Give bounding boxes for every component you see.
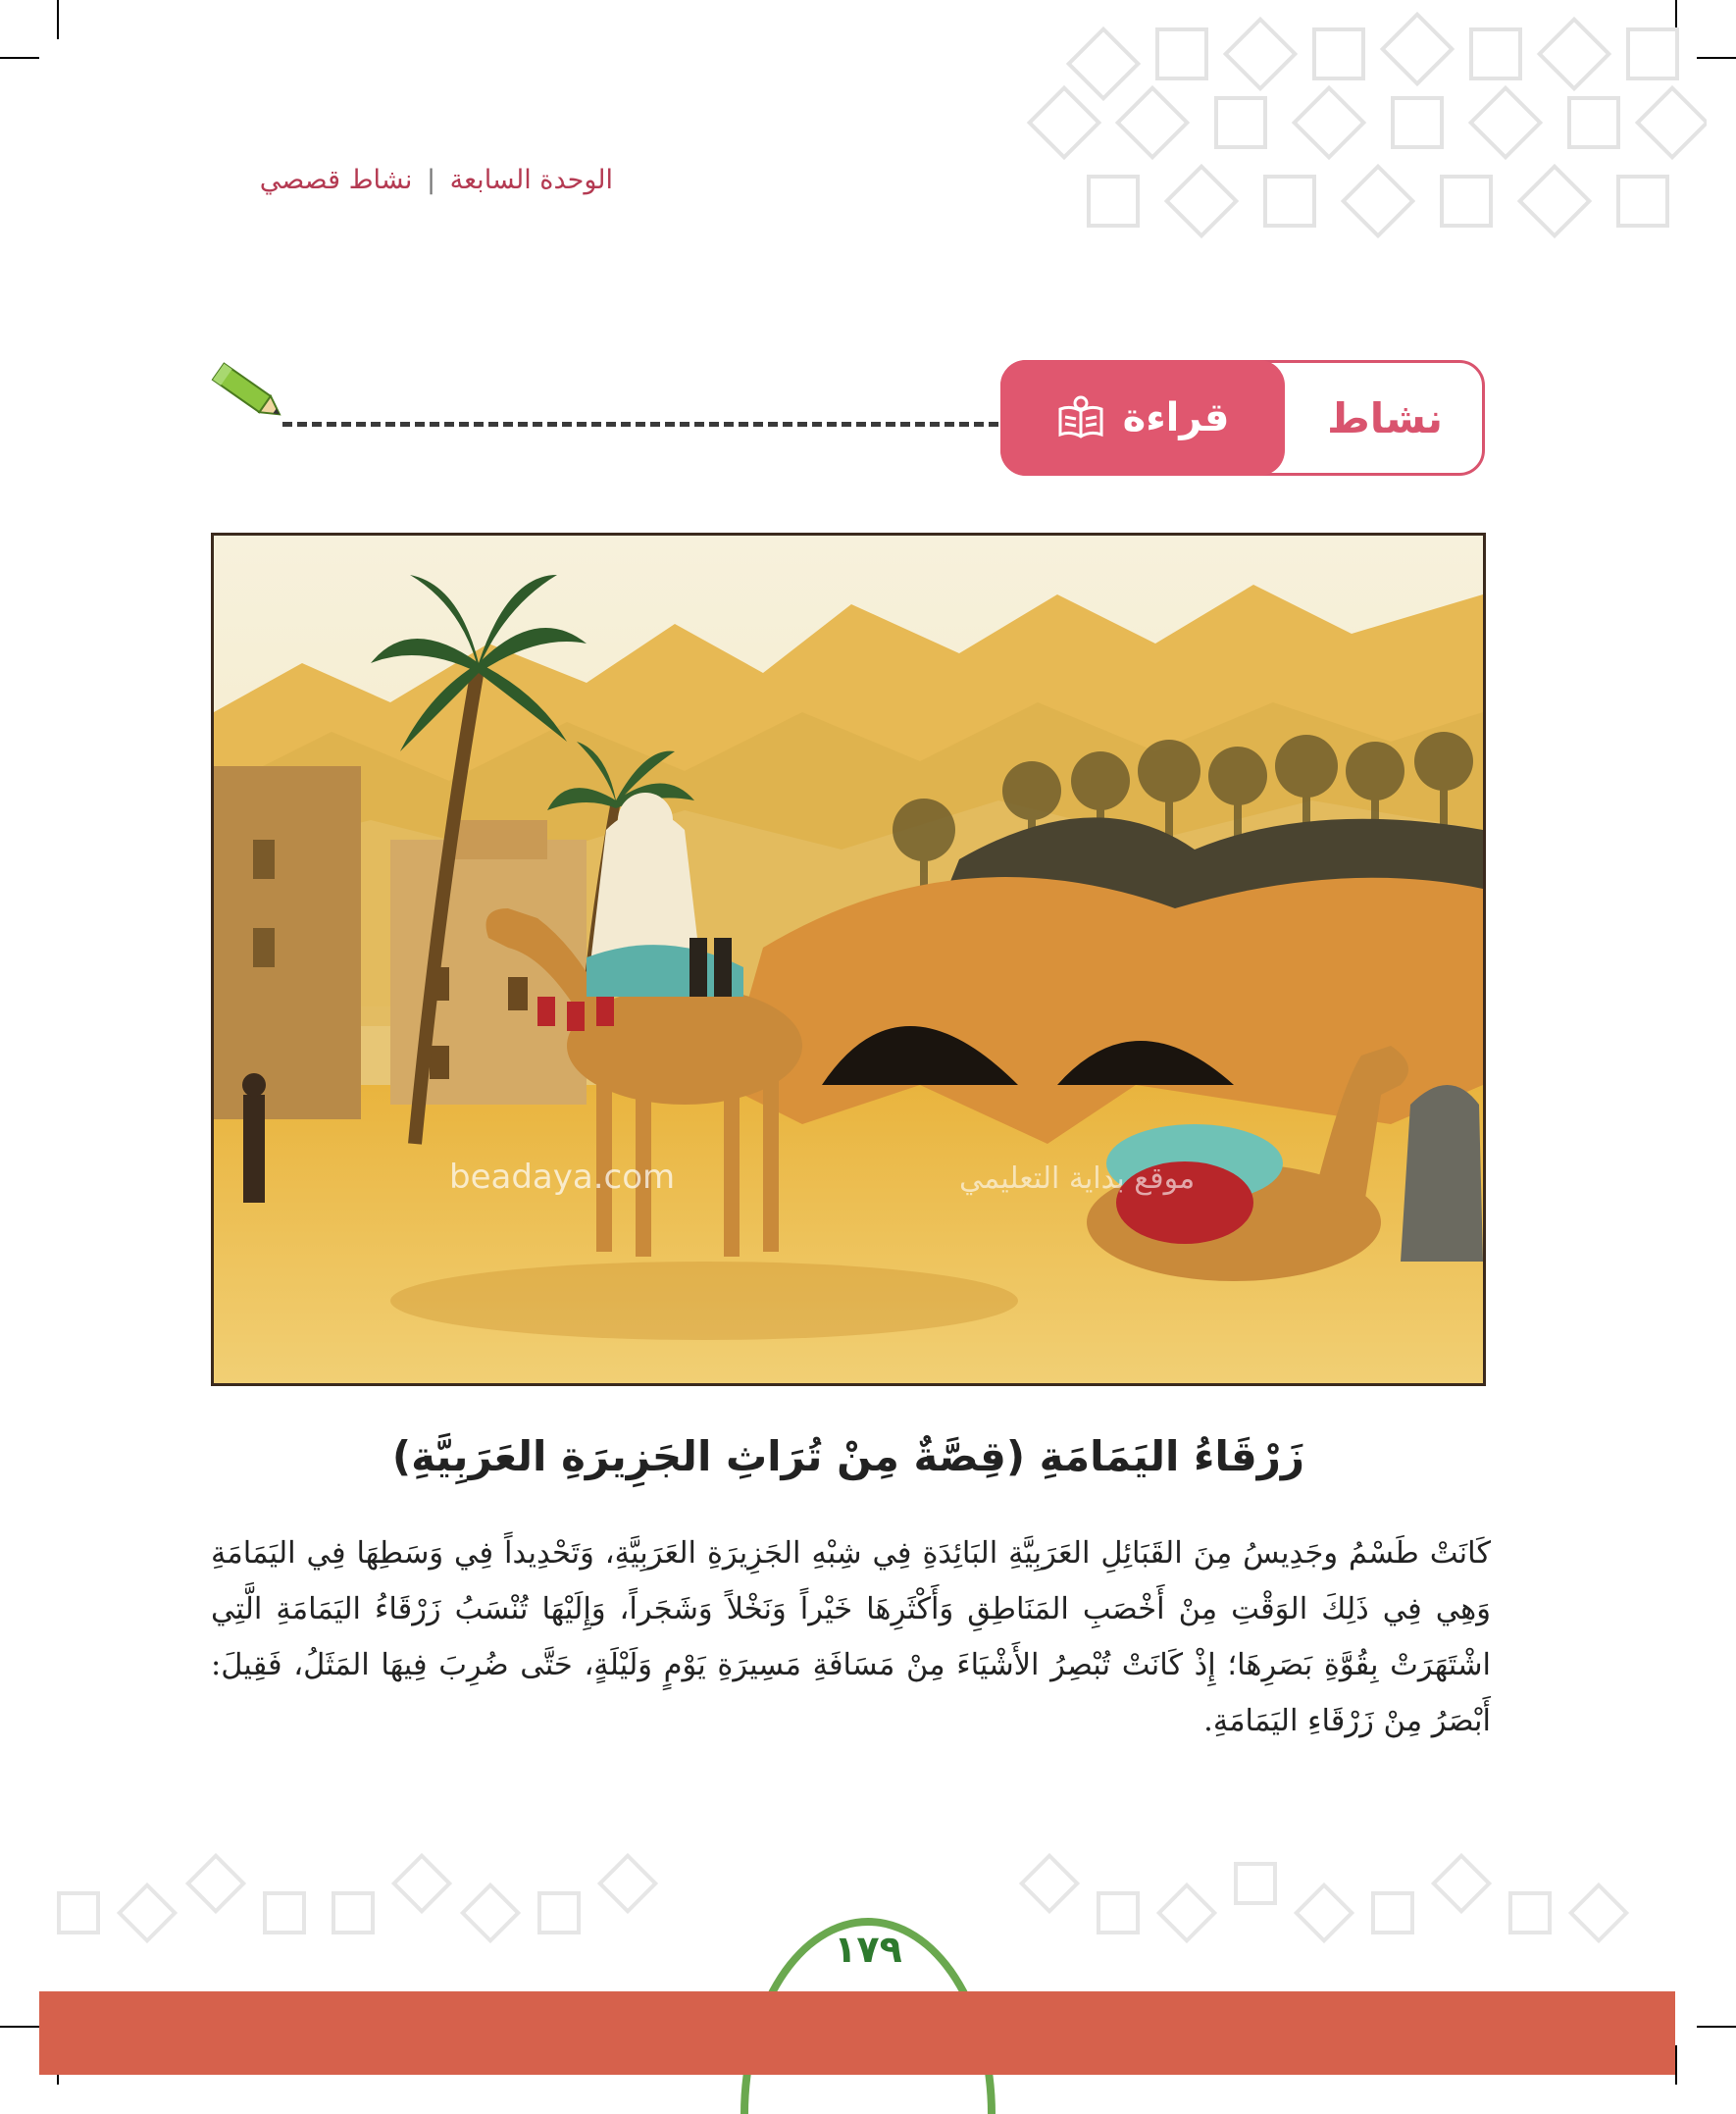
footer-bar <box>39 1991 1675 2075</box>
story-title: زَرْقَاءُ اليَمَامَةِ (قِصَّةٌ مِنْ تُرَاثِ الجَزِيرَةِ العَرَبِيَّةِ) <box>391 1432 1305 1480</box>
open-book-icon <box>1056 395 1105 440</box>
page-number: ١٧٩ <box>834 1928 902 1971</box>
watermark-latin: beadaya.com <box>449 1158 676 1197</box>
story-paragraph: كَانَتْ طَسْمُ وجَدِيسُ مِنَ القَبَائِلِ العَرَبِيَّةِ البَائِدَةِ فِي شِبْهِ الجَزِيرَةِ العَرَبِيَّةِ، وَتَحْدِيداً فِي وَسَطِهَا فِي اليَمَامَةِ وَهِي فِي ذَلِكَ الوَقْتِ مِنْ أَخْصَبِ المَنَاطِقِ وَأَكْثَرِهَا خَيْراً وَنَخْلاً وَشَجَراً، وَإِلَيْهَا تُنْسَبُ زَرْقَاءُ اليَمَامَةِ الَّتِي اشْتَهَرَتْ بِقُوَّةِ بَصَرِهَا؛ إِذْ كَانَتْ تُبْصِرُ الأَشْيَاءَ مِنْ مَسَافَةِ مَسِيرَةِ يَوْمٍ وَلَيْلَةٍ، حَتَّى ضُرِبَ فِيهَا المَثَلُ، فَقِيلَ: أَبْصَرُ مِنْ زَرْقَاءِ اليَمَامَةِ. <box>211 1536 1491 1738</box>
story-illustration <box>211 533 1486 1386</box>
crop-mark <box>0 57 39 59</box>
crop-mark <box>1697 2026 1736 2028</box>
activity-label: نشاط <box>1327 393 1443 442</box>
crop-mark <box>0 2026 39 2028</box>
header-separator: | <box>426 165 436 195</box>
crop-mark <box>1675 2045 1677 2085</box>
activity-type-pill <box>1000 360 1285 476</box>
watermark-arabic: موقع بداية التعليمي <box>959 1161 1196 1196</box>
dashed-divider <box>282 422 998 427</box>
decorative-pattern-top <box>1020 0 1707 265</box>
section-title: نشاط قصصي <box>259 165 413 195</box>
activity-badge <box>1000 360 1485 476</box>
unit-header <box>260 165 613 195</box>
pencil-icon <box>204 353 292 432</box>
desert-scene <box>214 536 1483 1383</box>
crop-mark <box>57 0 59 39</box>
unit-title: الوحدة السابعة <box>449 165 613 195</box>
activity-type-label: قراءة <box>1122 395 1230 440</box>
